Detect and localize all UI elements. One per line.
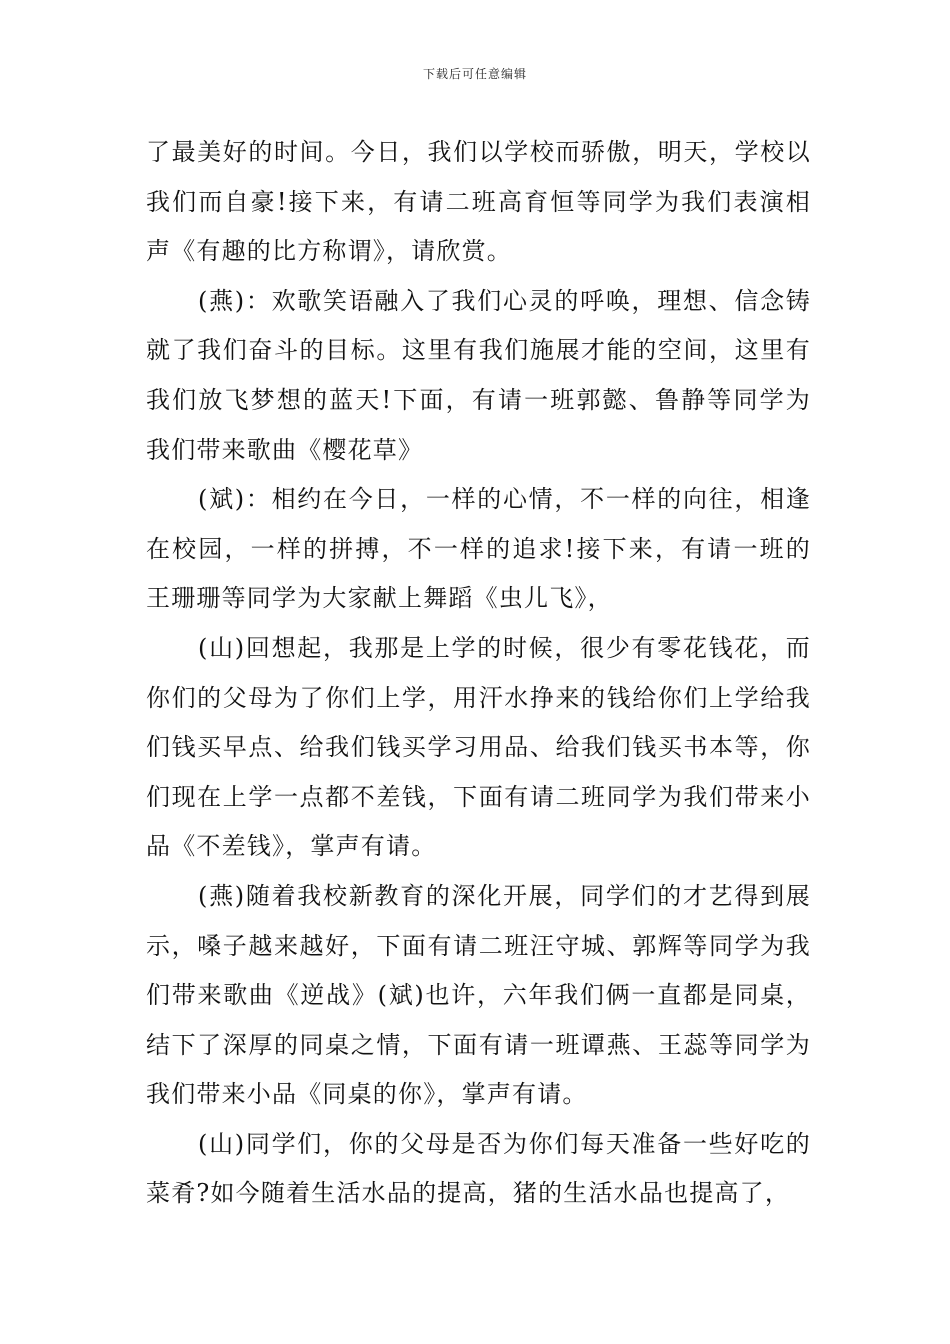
- page-header: 下载后可任意编辑: [422, 67, 527, 81]
- paragraph-5: (燕)随着我校新教育的深化开展，同学们的才艺得到展示，嗓子越来越好，下面有请二班汪守城、郭辉等同学为我们带来歌曲《逆战》(斌)也许，六年我们俩一直都是同桌，结下了深厚的同桌之情，下面有请一班谭燕、王蕊等同学为我们带来小品《同桌的你》，掌声有请。: [146, 881, 811, 1109]
- paragraph-6: (山)同学们，你的父母是否为你们每天准备一些好吃的菜肴?如今随着生活水品的提高，猪的生活水品也提高了，: [146, 1129, 811, 1208]
- paragraph-4: (山)回想起，我那是上学的时候，很少有零花钱花，而你们的父母为了你们上学，用汗水挣来的钱给你们上学给我们钱买早点、给我们钱买学习用品、给我们钱买书本等，你们现在上学一点都不差钱，下面有请二班同学为我们带来小品《不差钱》，掌声有请。: [146, 633, 811, 861]
- paragraph-1: 了最美好的时间。今日，我们以学校而骄傲，明天，学校以我们而自豪!接下来，有请二班高育恒等同学为我们表演相声《有趣的比方称谓》，请欣赏。: [146, 138, 811, 266]
- document-body: [146, 128, 811, 1219]
- paragraph-2: (燕)：欢歌笑语融入了我们心灵的呼唤，理想、信念铸就了我们奋斗的目标。这里有我们施展才能的空间，这里有我们放飞梦想的蓝天!下面，有请一班郭懿、鲁静等同学为我们带来歌曲《樱花草》: [146, 286, 811, 464]
- paragraph-3: (斌)：相约在今日，一样的心情，不一样的向往，相逢在校园，一样的拼搏，不一样的追求!接下来，有请一班的王珊珊等同学为大家献上舞蹈《虫儿飞》，: [146, 485, 811, 613]
